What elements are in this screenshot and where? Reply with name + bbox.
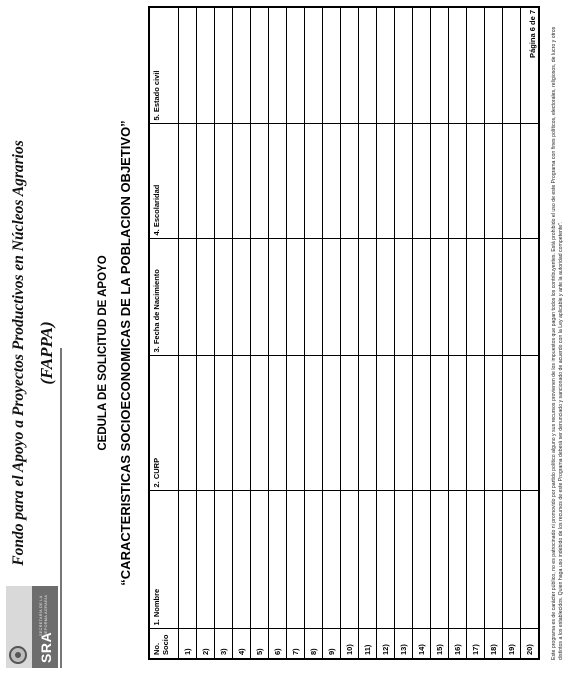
fecha-nacimiento-cell[interactable] <box>485 239 503 356</box>
escolaridad-cell[interactable] <box>251 124 269 239</box>
logo-text: SRA <box>38 631 54 663</box>
nombre-cell[interactable] <box>485 491 503 629</box>
curp-cell[interactable] <box>215 356 233 491</box>
fecha-nacimiento-cell[interactable] <box>413 239 431 356</box>
escolaridad-cell[interactable] <box>197 124 215 239</box>
fecha-nacimiento-cell[interactable] <box>377 239 395 356</box>
curp-cell[interactable] <box>377 356 395 491</box>
escolaridad-cell[interactable] <box>503 124 521 239</box>
column-header-curp: 2. CURP <box>149 356 179 491</box>
fund-title: Fondo para el Apoyo a Proyectos Productivos en Núcleos Agrarios <box>10 140 27 566</box>
curp-cell[interactable] <box>359 356 377 491</box>
nombre-cell[interactable] <box>179 491 197 629</box>
estado-civil-cell[interactable] <box>215 7 233 124</box>
socio-number-cell: 16) <box>449 629 467 659</box>
escolaridad-cell[interactable] <box>287 124 305 239</box>
table-row <box>467 7 485 659</box>
socio-number-cell: 9) <box>323 629 341 659</box>
table-row <box>413 7 431 659</box>
estado-civil-cell[interactable] <box>269 7 287 124</box>
fecha-nacimiento-cell[interactable] <box>467 239 485 356</box>
fecha-nacimiento-cell[interactable] <box>359 239 377 356</box>
form-subtitle: “CARACTERISTICAS SOCIOECONOMICAS DE LA POBLACION OBJETIVO” <box>118 120 133 586</box>
column-header-escolaridad: 4. Escolaridad <box>149 124 179 239</box>
socio-number-cell: 4) <box>233 629 251 659</box>
table-body <box>179 7 540 659</box>
column-header-socio: No. Socio <box>149 629 179 659</box>
column-header-estado-civil: 5. Estado civil <box>149 7 179 124</box>
fecha-nacimiento-cell[interactable] <box>449 239 467 356</box>
nombre-cell[interactable] <box>197 491 215 629</box>
nombre-cell[interactable] <box>449 491 467 629</box>
page-number: Página 6 de 7 <box>528 10 537 58</box>
table-row <box>449 7 467 659</box>
table-row <box>179 7 197 659</box>
escolaridad-cell[interactable] <box>179 124 197 239</box>
socio-data-table <box>148 6 540 660</box>
table-row <box>323 7 341 659</box>
socio-number-cell: 19) <box>503 629 521 659</box>
nombre-cell[interactable] <box>359 491 377 629</box>
socio-number-cell: 5) <box>251 629 269 659</box>
curp-cell[interactable] <box>485 356 503 491</box>
legal-disclaimer: Este programa es de carácter público, no es patrocinado ni promovido por partido político alguno y sus recursos provienen de los impuestos que pagan todos los contribuyentes. Está prohibido el uso de este Programa con fines políticos, electorales, religiosos, de lucro y otros distintos a los establecidos. Quien haga uso indebido de los recursos de este Programa deberá ser denunciado y sancionado de acuerdo con la Ley aplicable y ante la autoridad competente”. <box>551 26 564 660</box>
socio-number-cell: 15) <box>431 629 449 659</box>
nombre-cell[interactable] <box>233 491 251 629</box>
nombre-cell[interactable] <box>395 491 413 629</box>
fecha-nacimiento-cell[interactable] <box>215 239 233 356</box>
table-row <box>215 7 233 659</box>
estado-civil-cell[interactable] <box>341 7 359 124</box>
curp-cell[interactable] <box>251 356 269 491</box>
nombre-cell[interactable] <box>323 491 341 629</box>
nombre-cell[interactable] <box>413 491 431 629</box>
curp-cell[interactable] <box>233 356 251 491</box>
fecha-nacimiento-cell[interactable] <box>503 239 521 356</box>
escolaridad-cell[interactable] <box>341 124 359 239</box>
table-row <box>197 7 215 659</box>
socio-number-cell: 2) <box>197 629 215 659</box>
fecha-nacimiento-cell[interactable] <box>287 239 305 356</box>
table-row <box>287 7 305 659</box>
fund-acronym: (FAPPA) <box>37 321 56 385</box>
estado-civil-cell[interactable] <box>467 7 485 124</box>
fecha-nacimiento-cell[interactable] <box>233 239 251 356</box>
escolaridad-cell[interactable] <box>359 124 377 239</box>
logo-subtext: SECRETARÍA DE LA REFORMA AGRARIA <box>39 594 48 636</box>
estado-civil-cell[interactable] <box>413 7 431 124</box>
curp-cell[interactable] <box>197 356 215 491</box>
fecha-nacimiento-cell[interactable] <box>341 239 359 356</box>
estado-civil-cell[interactable] <box>179 7 197 124</box>
table-row <box>305 7 323 659</box>
curp-cell[interactable] <box>503 356 521 491</box>
escolaridad-cell[interactable] <box>449 124 467 239</box>
table-row <box>359 7 377 659</box>
table-row <box>431 7 449 659</box>
fecha-nacimiento-cell[interactable] <box>431 239 449 356</box>
curp-cell[interactable] <box>179 356 197 491</box>
escolaridad-cell[interactable] <box>215 124 233 239</box>
socio-number-cell: 11) <box>359 629 377 659</box>
estado-civil-cell[interactable] <box>431 7 449 124</box>
estado-civil-cell[interactable] <box>503 7 521 124</box>
curp-cell[interactable] <box>521 356 540 491</box>
socio-number-cell: 7) <box>287 629 305 659</box>
escolaridad-cell[interactable] <box>233 124 251 239</box>
nombre-cell[interactable] <box>377 491 395 629</box>
curp-cell[interactable] <box>467 356 485 491</box>
fecha-nacimiento-cell[interactable] <box>179 239 197 356</box>
table-row <box>485 7 503 659</box>
estado-civil-cell[interactable] <box>287 7 305 124</box>
table-row <box>377 7 395 659</box>
estado-civil-cell[interactable] <box>485 7 503 124</box>
curp-cell[interactable] <box>395 356 413 491</box>
nombre-cell[interactable] <box>521 491 540 629</box>
escolaridad-cell[interactable] <box>467 124 485 239</box>
estado-civil-cell[interactable] <box>323 7 341 124</box>
header-divider <box>60 348 62 668</box>
fecha-nacimiento-cell[interactable] <box>251 239 269 356</box>
escolaridad-cell[interactable] <box>431 124 449 239</box>
table-row <box>341 7 359 659</box>
table-row <box>233 7 251 659</box>
fecha-nacimiento-cell[interactable] <box>197 239 215 356</box>
escolaridad-cell[interactable] <box>485 124 503 239</box>
nombre-cell[interactable] <box>251 491 269 629</box>
curp-cell[interactable] <box>431 356 449 491</box>
curp-cell[interactable] <box>449 356 467 491</box>
socio-number-cell: 13) <box>395 629 413 659</box>
socio-number-cell: 1) <box>179 629 197 659</box>
table-row <box>503 7 521 659</box>
nombre-cell[interactable] <box>269 491 287 629</box>
table-row <box>269 7 287 659</box>
estado-civil-cell[interactable] <box>233 7 251 124</box>
curp-cell[interactable] <box>287 356 305 491</box>
socio-number-cell: 8) <box>305 629 323 659</box>
fecha-nacimiento-cell[interactable] <box>305 239 323 356</box>
fecha-nacimiento-cell[interactable] <box>323 239 341 356</box>
nombre-cell[interactable] <box>467 491 485 629</box>
fecha-nacimiento-cell[interactable] <box>521 239 540 356</box>
escolaridad-cell[interactable] <box>521 124 540 239</box>
column-header-nombre: 1. Nombre <box>149 491 179 629</box>
socio-number-cell: 17) <box>467 629 485 659</box>
socio-number-cell: 10) <box>341 629 359 659</box>
socio-number-cell: 3) <box>215 629 233 659</box>
escolaridad-cell[interactable] <box>377 124 395 239</box>
column-header-fecha-nacimiento: 3. Fecha de Nacimiento <box>149 239 179 356</box>
estado-civil-cell[interactable] <box>395 7 413 124</box>
socio-number-cell: 20) <box>521 629 540 659</box>
socio-number-cell: 18) <box>485 629 503 659</box>
socio-number-cell: 14) <box>413 629 431 659</box>
escolaridad-cell[interactable] <box>269 124 287 239</box>
estado-civil-cell[interactable] <box>449 7 467 124</box>
nombre-cell[interactable] <box>287 491 305 629</box>
nombre-cell[interactable] <box>503 491 521 629</box>
curp-cell[interactable] <box>413 356 431 491</box>
fecha-nacimiento-cell[interactable] <box>395 239 413 356</box>
curp-cell[interactable] <box>305 356 323 491</box>
curp-cell[interactable] <box>341 356 359 491</box>
table-header-row <box>149 7 179 659</box>
socio-number-cell: 12) <box>377 629 395 659</box>
estado-civil-cell[interactable] <box>359 7 377 124</box>
estado-civil-cell[interactable] <box>197 7 215 124</box>
estado-civil-cell[interactable] <box>251 7 269 124</box>
nombre-cell[interactable] <box>431 491 449 629</box>
nombre-cell[interactable] <box>305 491 323 629</box>
curp-cell[interactable] <box>269 356 287 491</box>
form-title: CEDULA DE SOLICITUD DE APOYO <box>97 255 109 451</box>
nombre-cell[interactable] <box>341 491 359 629</box>
table-row <box>251 7 269 659</box>
escolaridad-cell[interactable] <box>395 124 413 239</box>
escolaridad-cell[interactable] <box>323 124 341 239</box>
estado-civil-cell[interactable] <box>305 7 323 124</box>
socio-number-cell: 6) <box>269 629 287 659</box>
escolaridad-cell[interactable] <box>413 124 431 239</box>
curp-cell[interactable] <box>323 356 341 491</box>
nombre-cell[interactable] <box>215 491 233 629</box>
table-row <box>521 7 540 659</box>
fecha-nacimiento-cell[interactable] <box>269 239 287 356</box>
escolaridad-cell[interactable] <box>305 124 323 239</box>
estado-civil-cell[interactable] <box>377 7 395 124</box>
table-row <box>395 7 413 659</box>
